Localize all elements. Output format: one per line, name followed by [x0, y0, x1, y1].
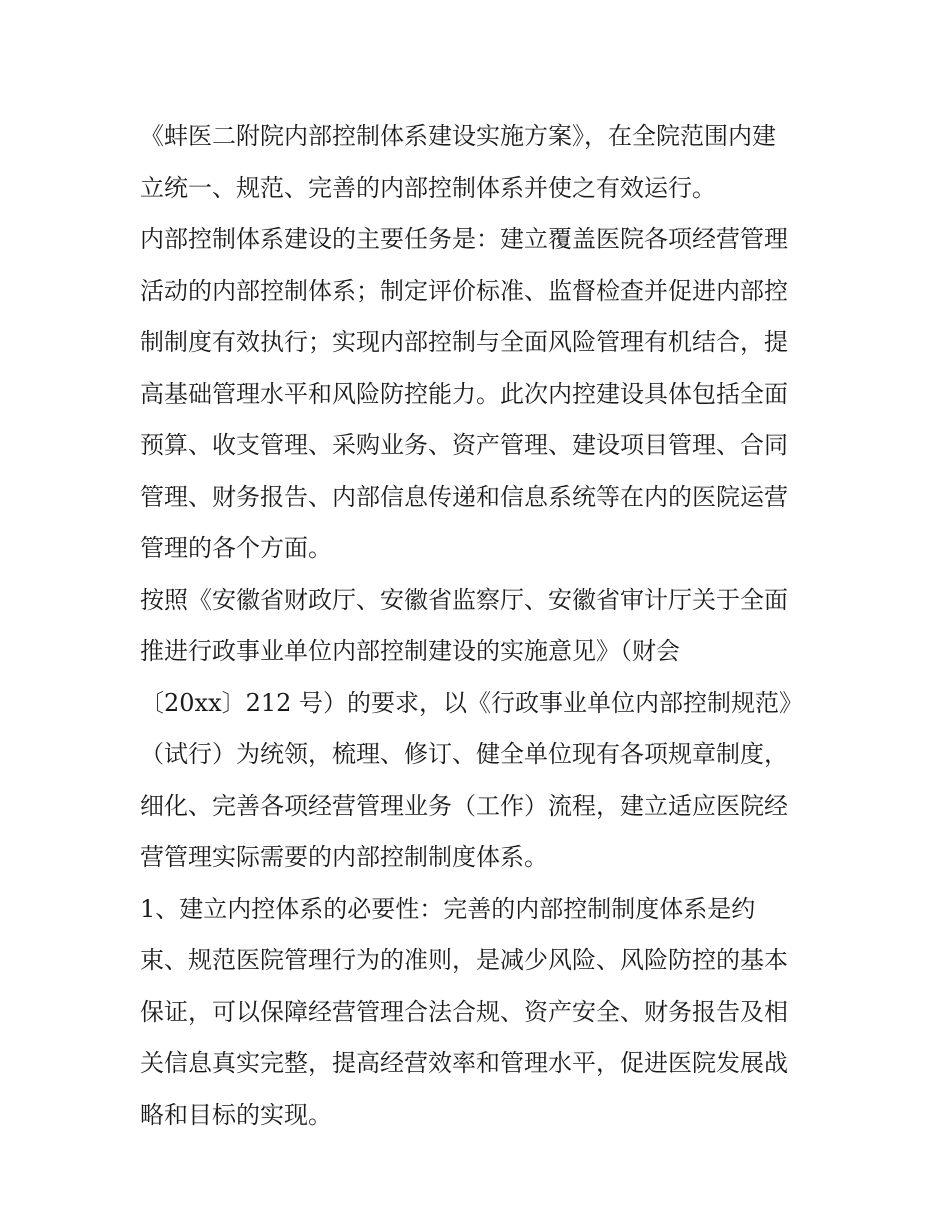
text-line: 内部控制体系建设的主要任务是：建立覆盖医院各项经营管理	[140, 225, 788, 253]
text-line: 营管理实际需要的内部控制制度体系。	[140, 843, 548, 871]
text-line: 管理、财务报告、内部信息传递和信息系统等在内的医院运营	[140, 482, 788, 511]
text-line: （试行）为统领，梳理、修订、健全单位现有各项规章制度，	[140, 740, 788, 768]
text-line: 〔20xx〕212 号）的要求，以《行政事业单位内部控制规范》	[140, 688, 804, 717]
text-line: 活动的内部控制体系；制定评价标准、监督检查并促进内部控	[140, 276, 788, 305]
text-line: 略和目标的实现。	[140, 1100, 332, 1129]
text-line: 推进行政事业单位内部控制建设的实施意见》（财会	[140, 637, 680, 665]
text-line: 预算、收支管理、采购业务、资产管理、建设项目管理、合同	[140, 431, 788, 459]
text-line: 关信息真实完整，提高经营效率和管理水平，促进医院发展战	[140, 1049, 788, 1077]
text-line: 1、建立内控体系的必要性：完善的内部控制制度体系是约	[140, 894, 756, 923]
text-line: 按照《安徽省财政厅、安徽省监察厅、安徽省审计厅关于全面	[140, 585, 788, 614]
text-line: 制制度有效执行；实现内部控制与全面风险管理有机结合，提	[140, 328, 788, 356]
text-line: 束、规范医院管理行为的准则，是减少风险、风险防控的基本	[140, 946, 788, 974]
text-line: 细化、完善各项经营管理业务（工作）流程，建立适应医院经	[140, 791, 788, 820]
text-line: 《蚌医二附院内部控制体系建设实施方案》，在全院范围内建	[140, 122, 776, 150]
text-line: 管理的各个方面。	[140, 534, 332, 562]
text-line: 高基础管理水平和风险防控能力。此次内控建设具体包括全面	[140, 379, 788, 408]
text-line: 立统一、规范、完善的内部控制体系并使之有效运行。	[140, 173, 716, 202]
text-line: 保证，可以保障经营管理合法合规、资产安全、财务报告及相	[140, 997, 788, 1026]
body-text	[140, 111, 840, 1141]
